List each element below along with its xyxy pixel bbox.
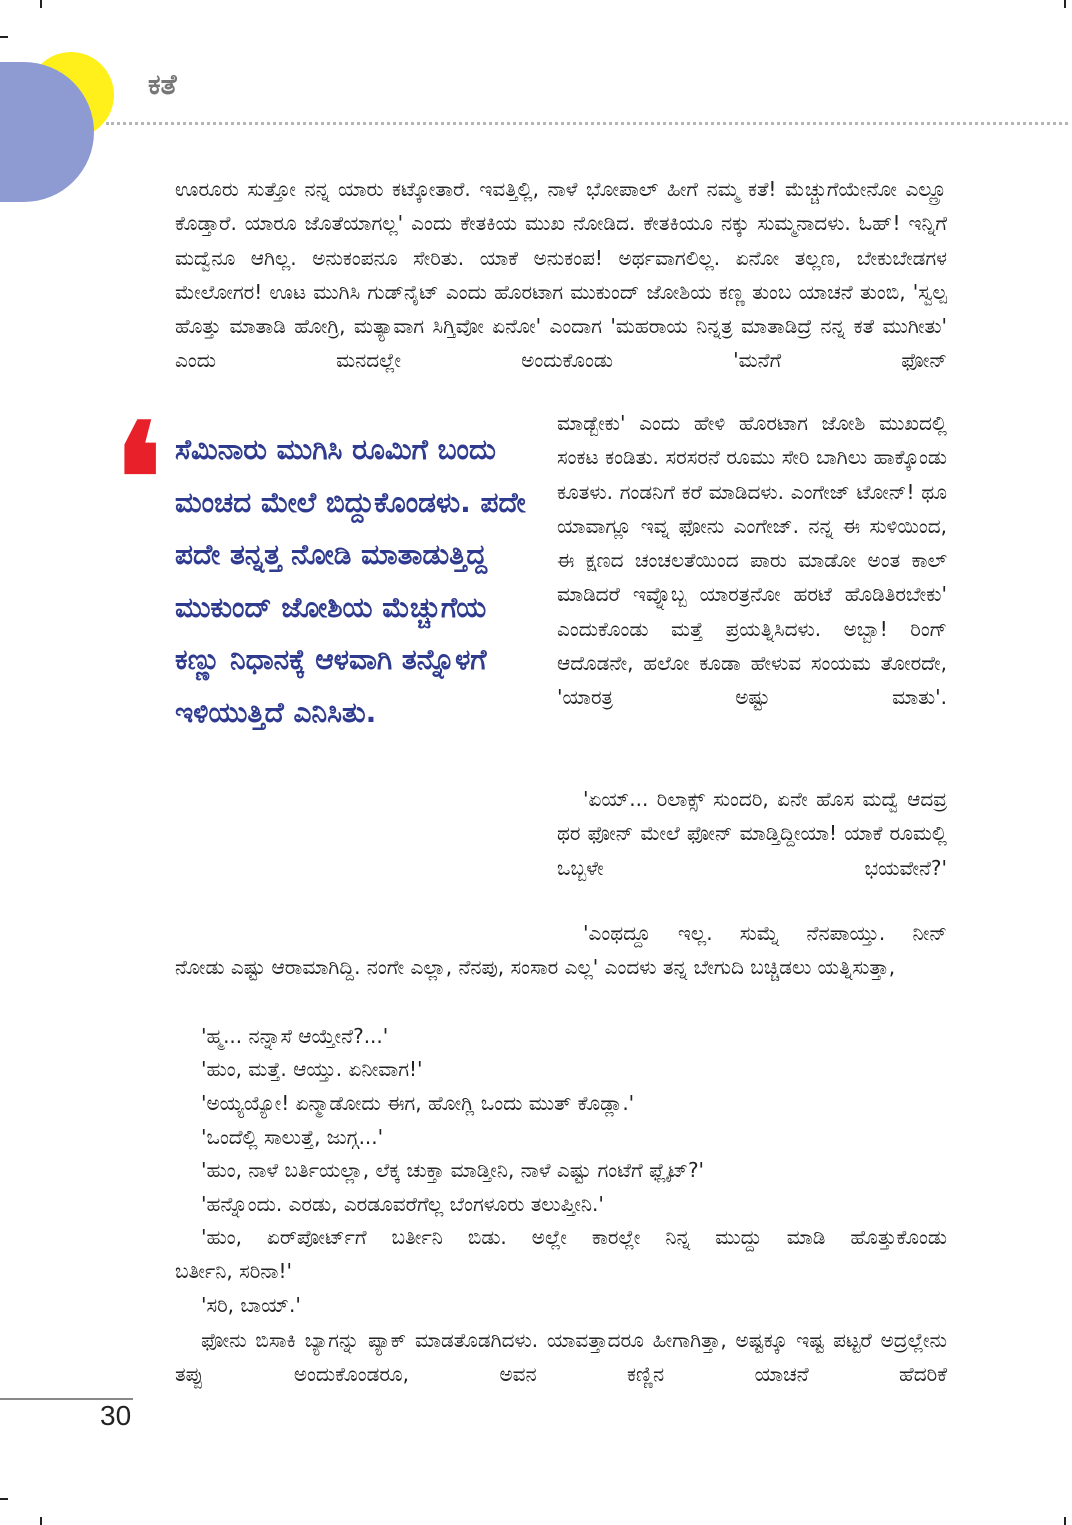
- crop-mark: [40, 1517, 42, 1525]
- dialogue-line: 'ಹ್ಮ... ನನ್ನಾಸೆ ಆಯ್ತೇನೆ?...': [201, 1024, 389, 1048]
- paragraph-airport-first-line: 'ಹುಂ, ಏರ್‌ಪೋರ್ಟ್‌ಗೆ ಬರ್ತೀನಿ ಬಿಡು. ಅಲ್ಲೇ ಕಾರಲ್ಲೇ ನಿನ್ನ ಮುದ್ದು ಮಾಡಿ ಹೊತ್ತುಕೊಂಡು: [201, 1225, 947, 1249]
- section-title: ಕತೆ: [148, 68, 177, 101]
- paragraph-answer-rest: ನೋಡು ಎಷ್ಟು ಆರಾಮಾಗಿದ್ದಿ. ನಂಗೇ ಎಲ್ಲಾ, ನೆನಪು, ಸಂಸಾರ ಎಲ್ಲ' ಎಂದಳು ತನ್ನ ಬೇಗುದಿ ಬಚ್ಚಿಡಲು ಯತ್ನಿಸುತ್ತಾ,: [175, 955, 896, 979]
- paragraph-answer-first-line: 'ಎಂಥದ್ದೂ ಇಲ್ಲ. ಸುಮ್ನೆ ನೆನಪಾಯ್ತು. ನೀನ್: [583, 921, 947, 945]
- crop-mark: [40, 0, 42, 8]
- dialogue-line: 'ಹನ್ನೊಂದು. ಎರಡು, ಎರಡೂವರೆಗೆಲ್ಲ ಬೆಂಗಳೂರು ತಲುಪ್ತೀನಿ.': [201, 1192, 604, 1216]
- dialogue-line: 'ಒಂದೆಲ್ಲಿ ಸಾಲುತ್ತೆ, ಜುಗ್ಗ...': [201, 1125, 384, 1149]
- quote-mark-icon: ❛: [114, 391, 163, 567]
- paragraph-top: ಊರೂರು ಸುತ್ತೋ ನನ್ನ ಯಾರು ಕಟ್ಕೋತಾರೆ. ಇವತ್ತಿಲ್ಲಿ, ನಾಳೆ ಭೋಪಾಲ್ ಹೀಗೆ ನಮ್ಮ ಕತೆ! ಮೆಚ್ಚುಗೆಯೇನೋ ಎಲ್ಲ್ರೂ ಕೊಡ್ತಾರೆ. ಯಾರೂ ಜೊತೆಯಾಗಲ್ಲ' ಎಂದು ಕೇತಕಿಯ ಮುಖ ನೋಡಿದ. ಕೇತಕಿಯೂ ನಕ್ಕು ಸುಮ್ಮನಾದಳು. ಓಹ್! ಇನ್ನಿಗೆ ಮದ್ವೆನೂ ಆಗಿಲ್ಲ. ಅನುಕಂಪನೂ ಸೇರಿತು. ಯಾಕೆ ಅನುಕಂಪ! ಅರ್ಥವಾಗಲಿಲ್ಲ. ಏನೋ ತಲ್ಲಣ, ಬೇಕುಬೇಡಗಳ ಮೇಲೋಗರ! ಊಟ ಮುಗಿಸಿ ಗುಡ್‌ನೈಟ್ ಎಂದು ಹೊರಟಾಗ ಮುಕುಂದ್ ಜೋಶಿಯ ಕಣ್ಣ ತುಂಬ ಯಾಚನೆ ತುಂಬಿ, 'ಸ್ವಲ್ಪ ಹೊತ್ತು ಮಾತಾಡಿ ಹೋಗ್ರಿ, ಮತ್ಯಾವಾಗ ಸಿಗ್ತಿವೋ ಏನೋ' ಎಂದಾಗ 'ಮಹರಾಯ ನಿನ್ನತ್ರ ಮಾತಾಡಿದ್ರೆ ನನ್ನ ಕತೆ ಮುಗೀತು' ಎಂದು ಮನದಲ್ಲೇ ಅಂದುಕೊಂಡು 'ಮನೆಗೆ ಫೋನ್: [175, 177, 947, 373]
- paragraph-right-column: ಮಾಡ್ಬೇಕು' ಎಂದು ಹೇಳಿ ಹೊರಟಾಗ ಜೋಶಿ ಮುಖದಲ್ಲಿ ಸಂಕಟ ಕಂಡಿತು. ಸರಸರನೆ ರೂಮು ಸೇರಿ ಬಾಗಿಲು ಹಾಕ್ಕೊಂಡು ಕೂತಳು. ಗಂಡನಿಗೆ ಕರೆ ಮಾಡಿದಳು. ಎಂಗೇಜ್ ಟೋನ್! ಥೂ ಯಾವಾಗ್ಲೂ ಇವ್ನ ಫೋನು ಎಂಗೇಜ್. ನನ್ನ ಈ ಸುಳಿಯಿಂದ, ಈ ಕ್ಷಣದ ಚಂಚಲತೆಯಿಂದ ಪಾರು ಮಾಡೋ ಅಂತ ಕಾಲ್ ಮಾಡಿದರೆ ಇವ್ನೊಬ್ಬ ಯಾರತ್ರನೋ ಹರಟೆ ಹೊಡಿತಿರಬೇಕು' ಎಂದುಕೊಂಡು ಮತ್ತೆ ಪ್ರಯತ್ನಿಸಿದಳು. ಅಬ್ಬಾ! ರಿಂಗ್ ಆದೊಡನೇ, ಹಲೋ ಕೂಡಾ ಹೇಳುವ ಸಂಯಮ ತೋರದೇ, 'ಯಾರತ್ರ ಅಷ್ಟು ಮಾತು'.: [557, 411, 947, 710]
- paragraph-final: ಫೋನು ಬಿಸಾಕಿ ಬ್ಯಾಗನ್ನು ಪ್ಯಾಕ್ ಮಾಡತೊಡಗಿದಳು. ಯಾವತ್ತಾದರೂ ಹೀಗಾಗಿತ್ತಾ, ಅಷ್ಟಕ್ಕೂ ಇಷ್ಟ ಪಟ್ಟರೆ ಅದ್ರಲ್ಲೇನು ತಪ್ಪು ಅಂದುಕೊಂಡರೂ, ಅವನ ಕಣ್ಣಿನ ಯಾಚನೆ ಹೆದರಿಕೆ: [175, 1328, 947, 1387]
- crop-mark: [0, 1498, 8, 1500]
- crop-mark: [0, 36, 8, 38]
- paragraph-reply: 'ಏಯ್... ರಿಲಾಕ್ಸ್ ಸುಂದರಿ, ಏನೇ ಹೊಸ ಮದ್ವೆ ಆದವ್ರ ಥರ ಫೋನ್ ಮೇಲೆ ಫೋನ್ ಮಾಡ್ತಿದ್ದೀಯಾ! ಯಾಕೆ ರೂಮಲ್ಲಿ ಒಬ್ಬಳೇ ಭಯವೇನೆ?': [557, 787, 947, 880]
- header-dotted-rule: [106, 122, 1068, 125]
- crop-mark: [1064, 1517, 1066, 1525]
- paragraph-airport-rest: ಬರ್ತೀನಿ, ಸರಿನಾ!': [175, 1259, 292, 1283]
- pull-quote: ಸೆಮಿನಾರು ಮುಗಿಸಿ ರೂಮಿಗೆ ಬಂದು ಮಂಚದ ಮೇಲೆ ಬಿದ್ದುಕೊಂಡಳು. ಪದೇ ಪದೇ ತನ್ನತ್ತ ನೋಡಿ ಮಾತಾಡುತ್ತಿದ್ದ ಮುಕುಂದ್ ಜೋಶಿಯ ಮೆಚ್ಚುಗೆಯ ಕಣ್ಣು ನಿಧಾನಕ್ಕೆ ಆಳವಾಗಿ ತನ್ನೊಳಗೆ ಇಳಿಯುತ್ತಿದೆ ಎನಿಸಿತು.: [175, 433, 526, 729]
- dialogue-line-bye: 'ಸರಿ, ಬಾಯ್.': [201, 1293, 301, 1317]
- crop-mark: [1064, 0, 1066, 8]
- dialogue-line: 'ಅಯ್ಯಯ್ಯೋ! ಏನ್ಮಾಡೋದು ಈಗ, ಹೋಗ್ಲಿ ಒಂದು ಮುತ್ ಕೊಡ್ಲಾ.': [201, 1091, 635, 1115]
- dialogue-line: 'ಹುಂ, ನಾಳೆ ಬರ್ತಿಯಲ್ಲಾ, ಲೆಕ್ಕ ಚುಕ್ತಾ ಮಾಡ್ತೀನಿ, ನಾಳೆ ಎಷ್ಟು ಗಂಟೆಗೆ ಫ್ಲೈಟ್?': [201, 1158, 705, 1182]
- dialogue-line: 'ಹುಂ, ಮತ್ತೆ. ಆಯ್ತು. ಏನೀವಾಗ!': [201, 1057, 423, 1081]
- page-number: 30: [100, 1400, 132, 1431]
